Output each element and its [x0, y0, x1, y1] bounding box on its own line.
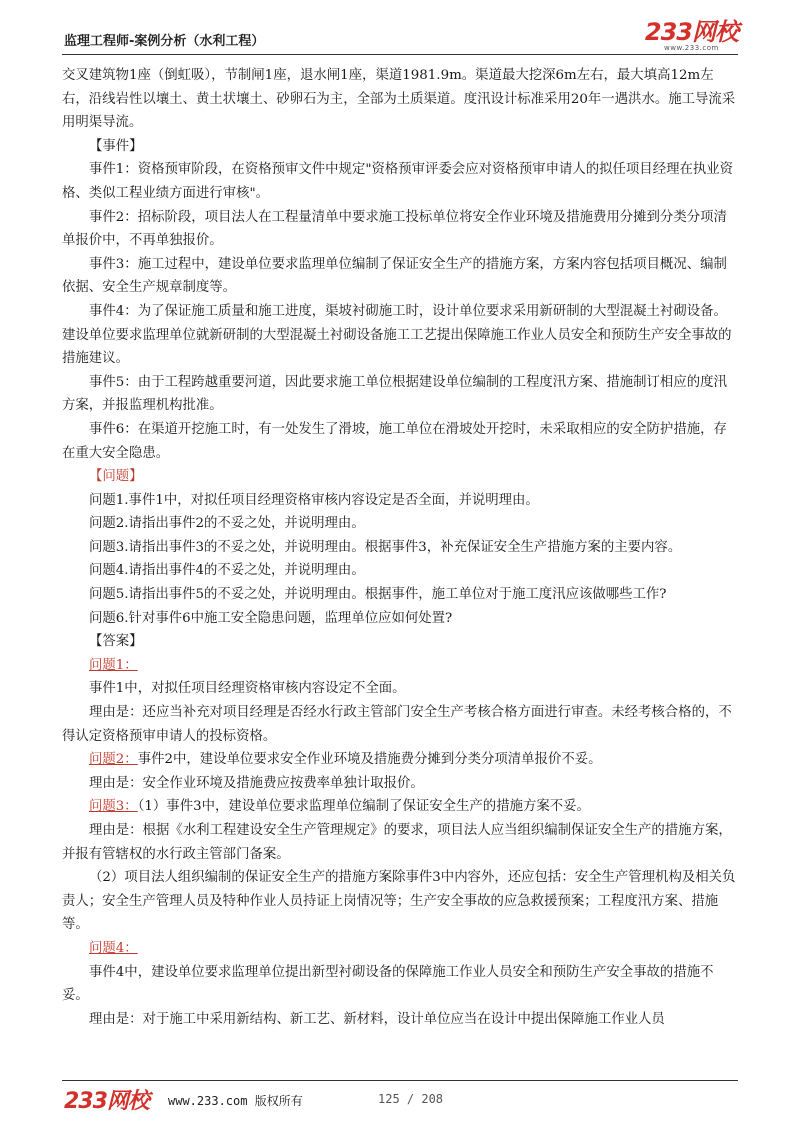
footer-website-url: www.233.com: [168, 1094, 248, 1108]
footer-website: [168, 1092, 303, 1109]
document-body: [62, 64, 738, 1031]
question-5: 问题5.请指出事件5的不妥之处，并说明理由。根据事件，施工单位对于施工度汛应该做哪些工作?: [89, 587, 667, 603]
question-1: 问题1.事件1中，对拟任项目经理资格审核内容设定是否全面，并说明理由。: [89, 492, 539, 508]
answer-4-conclusion: 事件4中，建设单位要求监理单位提出新型衬砌设备的保障施工作业人员安全和预防生产安全事故的措施不妥。: [62, 964, 714, 1004]
event-6: 事件6：在渠道开挖施工时，有一处发生了滑坡，施工单位在滑坡处开挖时，未采取相应的安全防护措施，存在重大安全隐患。: [62, 421, 727, 461]
header-divider: [62, 54, 738, 55]
section-heading-events: 【事件】: [89, 138, 143, 154]
answer-1-label: 问题1：: [89, 657, 138, 673]
answer-2-reason: 理由是：安全作业环境及措施费应按费率单独计取报价。: [89, 775, 424, 791]
event-2: 事件2：招标阶段，项目法人在工程量清单中要求施工投标单位将安全作业环境及措施费用分摊到分类分项清单报价中，不再单独报价。: [62, 209, 727, 249]
answer-3-reason: 理由是：根据《水利工程建设安全生产管理规定》的要求，项目法人应当组织编制保证安全生产的措施方案，并报有管辖权的水行政主管部门备案。: [62, 823, 732, 862]
section-heading-answers: 【答案】: [89, 634, 143, 650]
answer-1-conclusion: 事件1中，对拟任项目经理资格审核内容设定不全面。: [89, 681, 406, 697]
section-heading-questions: 【问题】: [89, 469, 143, 485]
answer-3-part-2: （2）项目法人组织编制的保证安全生产的措施方案除事件3中内容外，还应包括：安全生产管理机构及相关负责人；安全生产管理人员及特种作业人员持证上岗情况等；生产安全事故的应急救援预案；工程度汛方案、措施等。: [62, 870, 736, 933]
event-1: 事件1：资格预审阶段，在资格预审文件中规定"资格预审评委会应对资格预审申请人的拟任项目经理在执业资格、类似工程业绩方面进行审核"。: [62, 162, 734, 201]
answer-3-part-1: （1）事件3中，建设单位要求监理单位编制了保证安全生产的措施方案不妥。: [137, 799, 590, 815]
answer-2-label: 问题2：: [89, 752, 138, 768]
footer-divider: [62, 1080, 738, 1081]
event-5: 事件5：由于工程跨越重要河道，因此要求施工单位根据建设单位编制的工程度汛方案、措施制订相应的度汛方案，并报监理机构批准。: [62, 374, 727, 414]
event-4: 事件4：为了保证施工质量和施工进度，渠坡衬砌施工时，设计单位要求采用新研制的大型混凝土衬砌设备。建设单位要求监理单位就新研制的大型混凝土衬砌设备施工工艺提出保障施工作业人员安全和预防生产安全事故的措施建议。: [62, 303, 732, 367]
page-number: 125 / 208: [378, 1092, 444, 1106]
question-6: 问题6.针对事件6中施工安全隐患问题，监理单位应如何处置?: [89, 610, 453, 626]
event-3: 事件3：施工过程中，建设单位要求监理单位编制了保证安全生产的措施方案，方案内容包括项目概况、编制依据、安全生产规章制度等。: [62, 256, 727, 296]
question-4: 问题4.请指出事件4的不妥之处，并说明理由。: [89, 563, 365, 579]
answer-3-label: 问题3：: [89, 799, 138, 815]
footer-copyright: 版权所有: [254, 1094, 303, 1108]
footer-logo: 233网校: [64, 1089, 149, 1114]
answer-4-reason: 理由是：对于施工中采用新结构、新工艺、新材料，设计单位应当在设计中提出保障施工作业人员: [89, 1011, 665, 1027]
page-header-title: 监理工程师-案例分析（水利工程）: [64, 34, 265, 49]
answer-2-conclusion: 事件2中，建设单位要求安全作业环境及措施费分摊到分类分项清单报价不妥。: [137, 752, 602, 768]
answer-4-label: 问题4：: [89, 940, 138, 956]
paragraph-intro: 交叉建筑物1座（倒虹吸），节制闸1座，退水闸1座，渠道1981.9m。渠道最大挖深6m左右，最大填高12m左右，沿线岩性以壤土、黄土状壤土、砂卵石为主，全部为土质渠道。度汛设计标准采用20年一遇洪水。施工导流采用明渠导流。: [62, 68, 736, 131]
question-3: 问题3.请指出事件3的不妥之处，并说明理由。根据事件3，补充保证安全生产措施方案的主要内容。: [89, 539, 682, 555]
answer-1-reason: 理由是：还应当补充对项目经理是否经水行政主管部门安全生产考核合格方面进行审查。未经考核合格的，不得认定资格预审申请人的投标资格。: [62, 705, 732, 744]
brand-logo-text: 233网校: [644, 18, 738, 46]
brand-logo: [645, 20, 738, 52]
brand-logo-url: www.233.com: [664, 44, 719, 52]
question-2: 问题2.请指出事件2的不妥之处，并说明理由。: [89, 516, 365, 532]
